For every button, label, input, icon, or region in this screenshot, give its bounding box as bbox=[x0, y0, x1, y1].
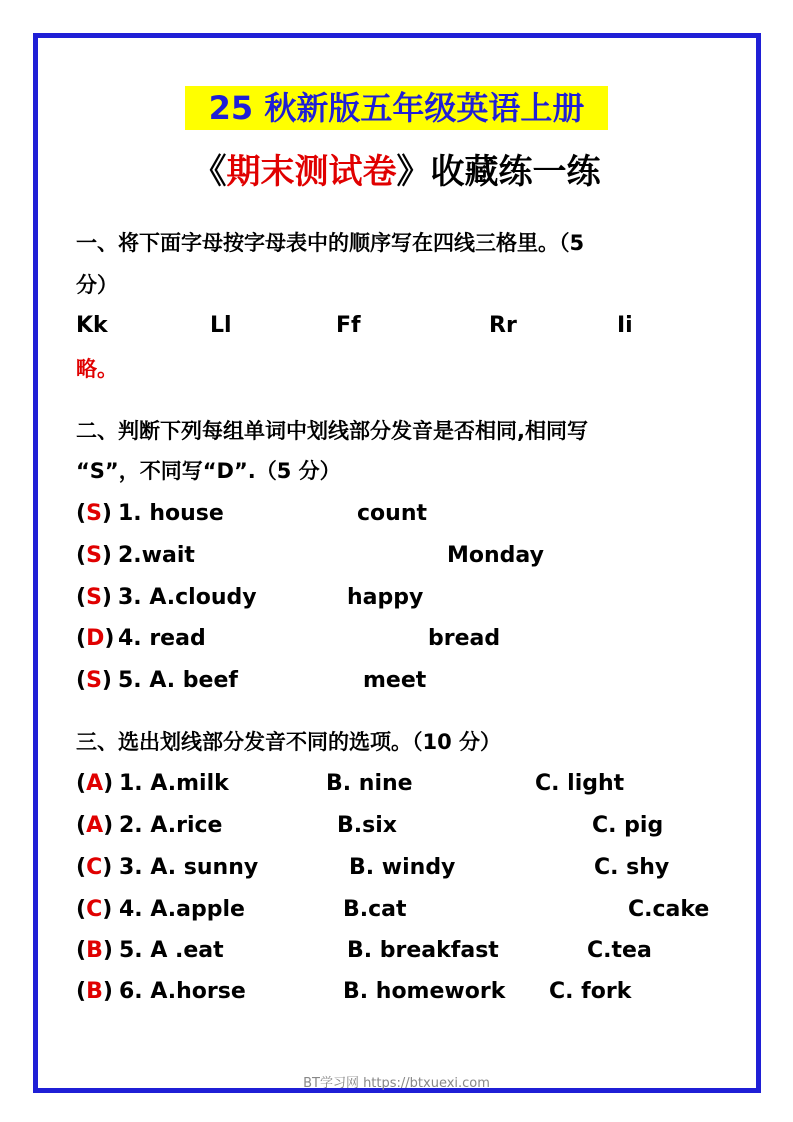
title-right-quote: 》 bbox=[396, 152, 431, 192]
letter-2: Ll bbox=[210, 313, 232, 338]
letter-1: Kk bbox=[76, 313, 108, 338]
s3-option-b-5: B. breakfast bbox=[347, 938, 499, 963]
s3-option-a-6: 6. A.horse bbox=[119, 979, 246, 1004]
s3-option-c-6: C. fork bbox=[549, 979, 632, 1004]
s3-option-c-2: C. pig bbox=[592, 813, 664, 838]
s3-option-b-4: B.cat bbox=[343, 897, 407, 922]
s3-option-a-2: 2. A.rice bbox=[119, 813, 223, 838]
s3-answer-1: (A) bbox=[76, 771, 114, 796]
letter-5: Ii bbox=[617, 313, 633, 338]
s2-word1-2: 2.wait bbox=[118, 543, 195, 568]
s3-answer-3: (C) bbox=[76, 855, 113, 880]
s3-option-c-4: C.cake bbox=[628, 897, 710, 922]
s2-word2-4: bread bbox=[428, 626, 501, 651]
letter-3: Ff bbox=[336, 313, 361, 338]
section2-heading-line2: “S”，不同写“D”.（5 分） bbox=[76, 459, 341, 483]
s2-answer-5: (S) bbox=[76, 668, 112, 693]
letter-4: Rr bbox=[489, 313, 517, 338]
s2-word2-2: Monday bbox=[447, 543, 544, 568]
s2-word2-5: meet bbox=[363, 668, 427, 693]
section1-heading-line2: 分） bbox=[76, 273, 118, 297]
s2-answer-1: (S) bbox=[76, 501, 112, 526]
s2-word1-5: 5. A. beef bbox=[118, 668, 238, 693]
s3-answer-5: (B) bbox=[76, 938, 113, 963]
s2-word1-4: 4. read bbox=[118, 626, 206, 651]
title-line-2 bbox=[0, 150, 793, 194]
title-rest: 收藏练一练 bbox=[430, 152, 601, 192]
s2-answer-3: (S) bbox=[76, 585, 112, 610]
title-line-1: 25 秋新版五年级英语上册 bbox=[185, 86, 608, 130]
section2-heading-line1: 二、判断下列每组单词中划线部分发音是否相同,相同写 bbox=[76, 419, 588, 443]
s3-option-b-2: B.six bbox=[337, 813, 397, 838]
title-left-quote: 《 bbox=[192, 152, 227, 192]
s3-option-b-6: B. homework bbox=[343, 979, 506, 1004]
s2-answer-4: (D) bbox=[76, 626, 115, 651]
section1-heading-line1: 一、将下面字母按字母表中的顺序写在四线三格里。（5 bbox=[76, 231, 585, 255]
s2-word1-3: 3. A.cloudy bbox=[118, 585, 257, 610]
footer-watermark: BT学习网 https://btxuexi.com bbox=[303, 1076, 490, 1091]
s3-option-a-5: 5. A .eat bbox=[119, 938, 224, 963]
s3-answer-4: (C) bbox=[76, 897, 113, 922]
s3-option-a-4: 4. A.apple bbox=[119, 897, 245, 922]
s3-answer-6: (B) bbox=[76, 979, 113, 1004]
s2-answer-2: (S) bbox=[76, 543, 112, 568]
s3-option-b-1: B. nine bbox=[326, 771, 413, 796]
s3-answer-2: (A) bbox=[76, 813, 114, 838]
s3-option-b-3: B. windy bbox=[349, 855, 456, 880]
s2-word1-1: 1. house bbox=[118, 501, 224, 526]
title-highlight: 期末测试卷 bbox=[226, 152, 397, 192]
s3-option-a-3: 3. A. sunny bbox=[119, 855, 259, 880]
s3-option-c-1: C. light bbox=[535, 771, 625, 796]
s2-word2-1: count bbox=[357, 501, 427, 526]
s2-word2-3: happy bbox=[347, 585, 424, 610]
section1-answer: 略。 bbox=[76, 357, 118, 381]
section3-heading: 三、选出划线部分发音不同的选项。（10 分） bbox=[76, 730, 502, 754]
s3-option-c-3: C. shy bbox=[594, 855, 670, 880]
s3-option-c-5: C.tea bbox=[587, 938, 652, 963]
s3-option-a-1: 1. A.milk bbox=[119, 771, 229, 796]
